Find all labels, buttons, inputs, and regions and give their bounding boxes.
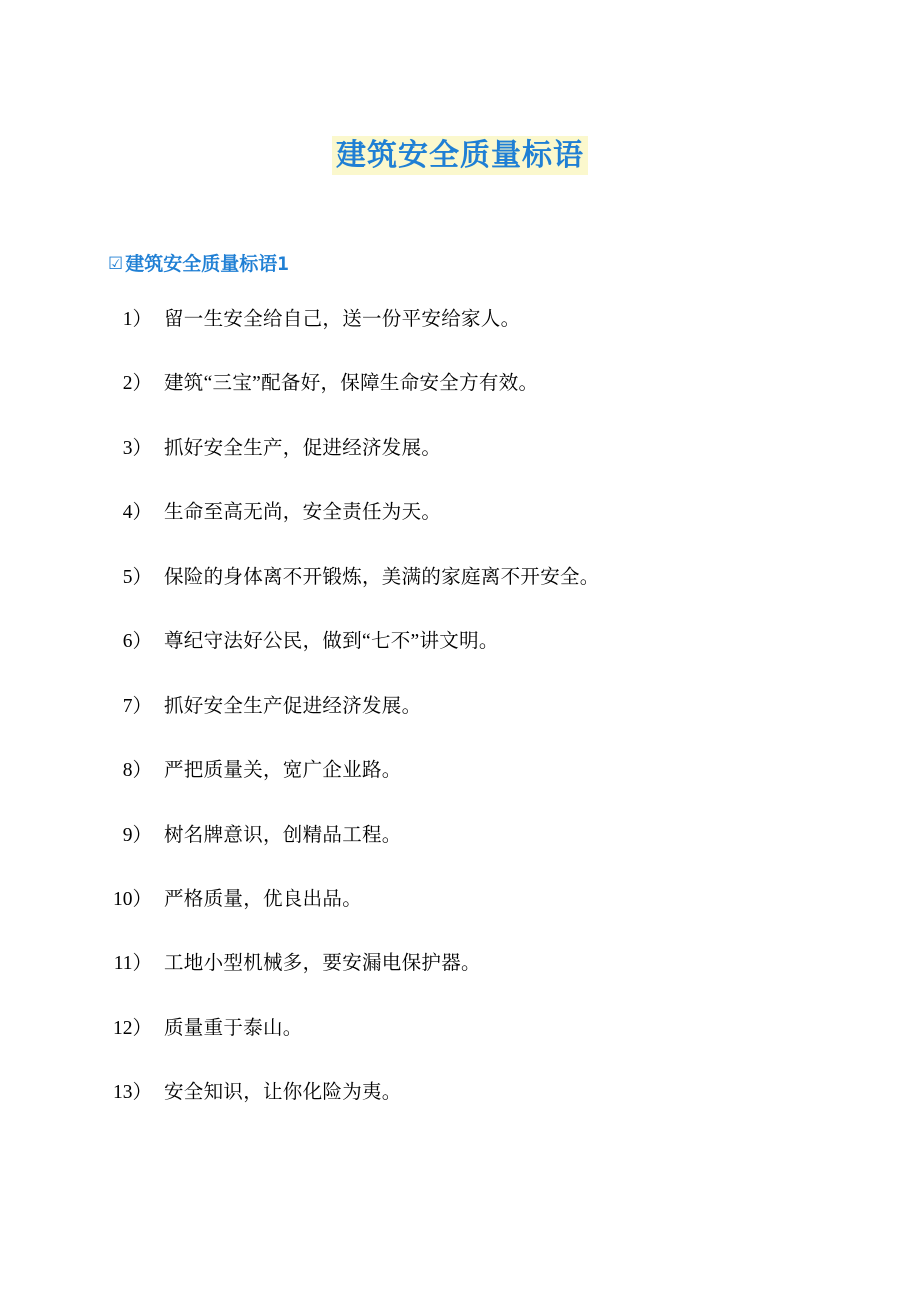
slogan-list — [108, 305, 830, 1143]
list-item — [108, 434, 830, 463]
list-item — [108, 305, 830, 334]
list-item-text: 严把质量关，宽广企业路。 — [164, 760, 402, 782]
list-item — [108, 821, 830, 850]
page-title — [0, 138, 920, 174]
list-item-text: 保险的身体离不开锻炼，美满的家庭离不开安全。 — [164, 566, 600, 588]
checkbox-icon: ☑ — [108, 254, 124, 274]
list-item-number: 6） — [122, 631, 152, 653]
list-item — [108, 498, 830, 527]
list-item — [108, 885, 830, 914]
page-title-text: 建筑安全质量标语 — [332, 136, 588, 175]
list-item-number: 8） — [122, 760, 152, 782]
list-item-text: 抓好安全生产，促进经济发展。 — [164, 437, 442, 459]
list-item — [108, 627, 830, 656]
list-item — [108, 369, 830, 398]
list-item-number: 7） — [122, 695, 152, 717]
list-item-number: 13） — [112, 1082, 152, 1104]
list-item-text: 质量重于泰山。 — [164, 1017, 303, 1039]
list-item — [108, 756, 830, 785]
list-item-number: 2） — [122, 373, 152, 395]
list-item-number: 9） — [122, 824, 152, 846]
list-item-number: 1） — [122, 309, 152, 330]
list-item-text: 留一生安全给自己，送一份平安给家人。 — [164, 309, 521, 330]
list-item — [108, 1014, 830, 1043]
list-item-text: 生命至高无尚，安全责任为天。 — [164, 502, 442, 524]
list-item-text: 工地小型机械多，要安漏电保护器。 — [164, 953, 481, 975]
list-item-number: 3） — [122, 437, 152, 459]
list-item-text: 安全知识，让你化险为夷。 — [164, 1082, 402, 1104]
section-heading — [108, 249, 289, 276]
list-item — [108, 692, 830, 721]
list-item — [108, 949, 830, 978]
section-heading-label: 建筑安全质量标语1 — [125, 253, 289, 275]
list-item-number: 10） — [112, 888, 152, 910]
list-item-text: 树名牌意识，创精品工程。 — [164, 824, 402, 846]
list-item — [108, 1078, 830, 1107]
list-item-number: 12） — [112, 1017, 152, 1039]
list-item-number: 5） — [122, 566, 152, 588]
list-item-text: 严格质量，优良出品。 — [164, 888, 363, 910]
list-item-text: 尊纪守法好公民，做到“七不”讲文明。 — [164, 631, 499, 653]
list-item-text: 抓好安全生产促进经济发展。 — [164, 695, 422, 717]
list-item — [108, 563, 830, 592]
list-item-number: 4） — [122, 502, 152, 524]
list-item-number: 11） — [113, 953, 152, 975]
list-item-text: 建筑“三宝”配备好，保障生命安全方有效。 — [164, 373, 539, 395]
